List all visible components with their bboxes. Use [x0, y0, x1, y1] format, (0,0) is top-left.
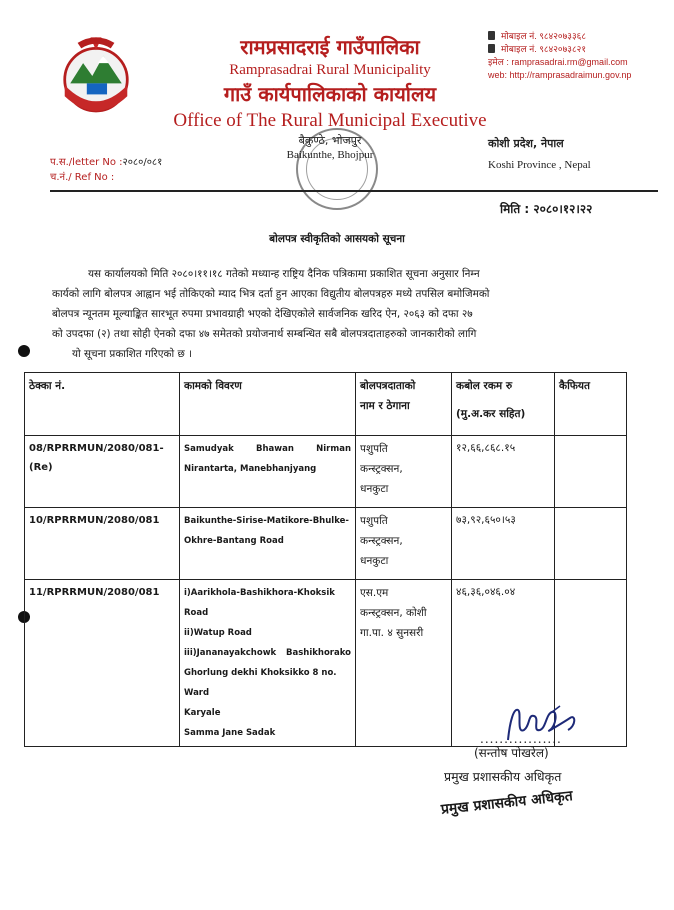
description-cell: [180, 508, 356, 580]
municipality-name-en: Ramprasadrai Rural Municipality: [229, 62, 431, 78]
header-bidder: [356, 373, 452, 436]
contract-no: 11/RPRRMUN/2080/081: [29, 587, 160, 598]
mobile-row-1: [488, 30, 668, 43]
description-line: Samma Jane Sadak: [184, 728, 276, 738]
description-line: i)Aarikhola-Bashikhora-Khoksik Road: [184, 588, 335, 618]
bidder-cell: [356, 436, 452, 508]
phone-icon: [488, 31, 495, 40]
province-en: Koshi Province , Nepal: [488, 159, 591, 171]
body-line: को उपदफा (२) तथा सोही ऐनको दफा ४७ समेतको प्रयोजनार्थ सम्बन्धित सबै बोलपत्रदाताहरुको जानकारीको लागि: [52, 328, 477, 340]
table-row: [25, 436, 627, 508]
office-stamp: [296, 128, 378, 210]
header-amount-line: कबोल रकम रु: [456, 380, 513, 392]
description-cell: [180, 580, 356, 747]
description-line: Baikunthe-Sirise-Matikore-Bhulke-: [184, 516, 349, 526]
header-amount: [452, 373, 555, 436]
ref-no-row: [50, 170, 162, 185]
contract-no: 08/RPRRMUN/2080/081-: [29, 443, 164, 454]
punch-hole-top: [18, 345, 30, 357]
header-bidder-line: बोलपत्रदाताको: [360, 380, 416, 392]
amount-cell: ७३,९२,६५०।५३: [452, 508, 555, 580]
bidder-line: पशुपति: [360, 515, 388, 527]
description-line: Nirantarta, Manebhanjyang: [184, 464, 317, 474]
letter-no-label: प.स./letter No :: [50, 157, 123, 168]
header-contract-no: ठेक्का नं.: [25, 373, 180, 436]
ref-no-label: च.नं./ Ref No :: [50, 172, 115, 183]
website[interactable]: web: http://ramprasadraimun.gov.np: [488, 70, 632, 80]
contract-no-cell: [25, 580, 180, 747]
amount-cell: ४६,३६,०४६.०४: [452, 580, 555, 747]
contract-no-cell: [25, 436, 180, 508]
mobile-number-1: मोबाइल नं. ९८४२०७३३६८: [501, 31, 587, 41]
remarks-cell: [555, 436, 627, 508]
bidder-line: धनकुटा: [360, 483, 389, 495]
mobile-number-2: मोबाइल नं. ९८४२०७३८२१: [501, 44, 587, 54]
contract-no-suffix: (Re): [29, 462, 53, 473]
bid-table: [24, 372, 627, 747]
bidder-line: पशुपति: [360, 443, 388, 455]
description-line: Okhre-Bantang Road: [184, 536, 284, 546]
bidder-cell: [356, 508, 452, 580]
mobile-row-2: [488, 43, 668, 56]
header-remarks: कैफियत: [555, 373, 627, 436]
bidder-cell: [356, 580, 452, 747]
remarks-cell: [555, 508, 627, 580]
description-line: ii)Watup Road: [184, 628, 252, 638]
location-en: Baikunthe, Bhojpur: [286, 149, 374, 161]
body-line: बोलपत्र न्यूनतम मूल्याङ्कित सारभूत रुपमा प्रभावग्राही भएको देखिएकोले सार्वजनिक खरिद ऐन, २०६३ को दफा २७: [52, 308, 473, 320]
description-line: Ghorlung dekhi Khoksikko 8 no. Ward: [184, 668, 337, 698]
bidder-line: कन्स्ट्रक्सन,: [360, 535, 403, 547]
header-bidder-line: नाम र ठेगाना: [360, 400, 410, 412]
notice-subject: बोलपत्र स्वीकृतिको आसयको सूचना: [269, 233, 405, 245]
letter-no-value: २०८०/०८१: [122, 157, 163, 168]
office-name-en: Office of The Rural Municipal Executive: [173, 110, 487, 131]
body-line: कार्यको लागि बोलपत्र आह्वान भई तोकिएको म्याद भित्र दर्ता हुन आएका विद्युतीय बोलपत्रहरु मध्ये तपसिल बमोजिमको: [52, 288, 490, 300]
table-header-row: [25, 373, 627, 436]
description-cell: [180, 436, 356, 508]
office-name-ne: गाउँ कार्यपालिकाको कार्यालय: [223, 82, 437, 106]
contact-block: [488, 30, 668, 82]
designation-stamp: प्रमुख प्रशासकीय अधिकृत: [440, 788, 574, 818]
notice-date: मिति : २०८०।१२।२२: [500, 202, 593, 216]
header-divider: [50, 190, 658, 192]
body-line: यस कार्यालयको मिति २०८०।११।१८ गतेको मध्यान्ह राष्ट्रिय दैनिक पत्रिकामा प्रकाशित सूचना अनुसार निम्न: [88, 268, 480, 280]
municipality-name-ne: रामप्रसादराई गाउँपालिका: [240, 35, 420, 59]
signature-line: .................: [480, 732, 562, 746]
description-line: iii)Jananayakchowk Bashikhorako: [184, 648, 351, 658]
bidder-line: कन्स्ट्रक्सन,: [360, 463, 403, 475]
contract-no: 10/RPRRMUN/2080/081: [29, 515, 160, 526]
signatory-name: (सन्तोष पोखरेल): [474, 746, 549, 760]
header-description: कामको विवरण: [180, 373, 356, 436]
bidder-line: धनकुटा: [360, 555, 389, 567]
description-line: Samudyak Bhawan Nirman: [184, 444, 351, 454]
province-ne: कोशी प्रदेश, नेपाल: [488, 137, 564, 150]
amount-cell: १२,६६,८६८.१५: [452, 436, 555, 508]
location-ne: बैकुण्ठे, भोजपुर: [298, 134, 362, 147]
province-block: [488, 136, 668, 171]
bidder-line: गा.पा. ४ सुनसरी: [360, 627, 424, 639]
table-row: [25, 508, 627, 580]
email[interactable]: इमेल : ramprasadrai.rm@gmail.com: [488, 57, 628, 67]
bidder-line: कन्स्ट्रक्सन, कोशी: [360, 607, 427, 619]
bidder-line: एस.एम: [360, 587, 389, 599]
phone-icon: [488, 44, 495, 53]
signatory-title: प्रमुख प्रशासकीय अधिकृत: [444, 769, 562, 784]
description-line: Karyale: [184, 708, 221, 718]
reference-block: [50, 155, 162, 185]
contract-no-cell: [25, 508, 180, 580]
letter-no-row: [50, 155, 162, 170]
notice-body: [52, 264, 632, 364]
municipality-emblem: [50, 30, 142, 122]
body-line: यो सूचना प्रकाशित गरिएको छ ।: [72, 348, 193, 360]
header-amount-line: (मु.अ.कर सहित): [456, 408, 526, 420]
